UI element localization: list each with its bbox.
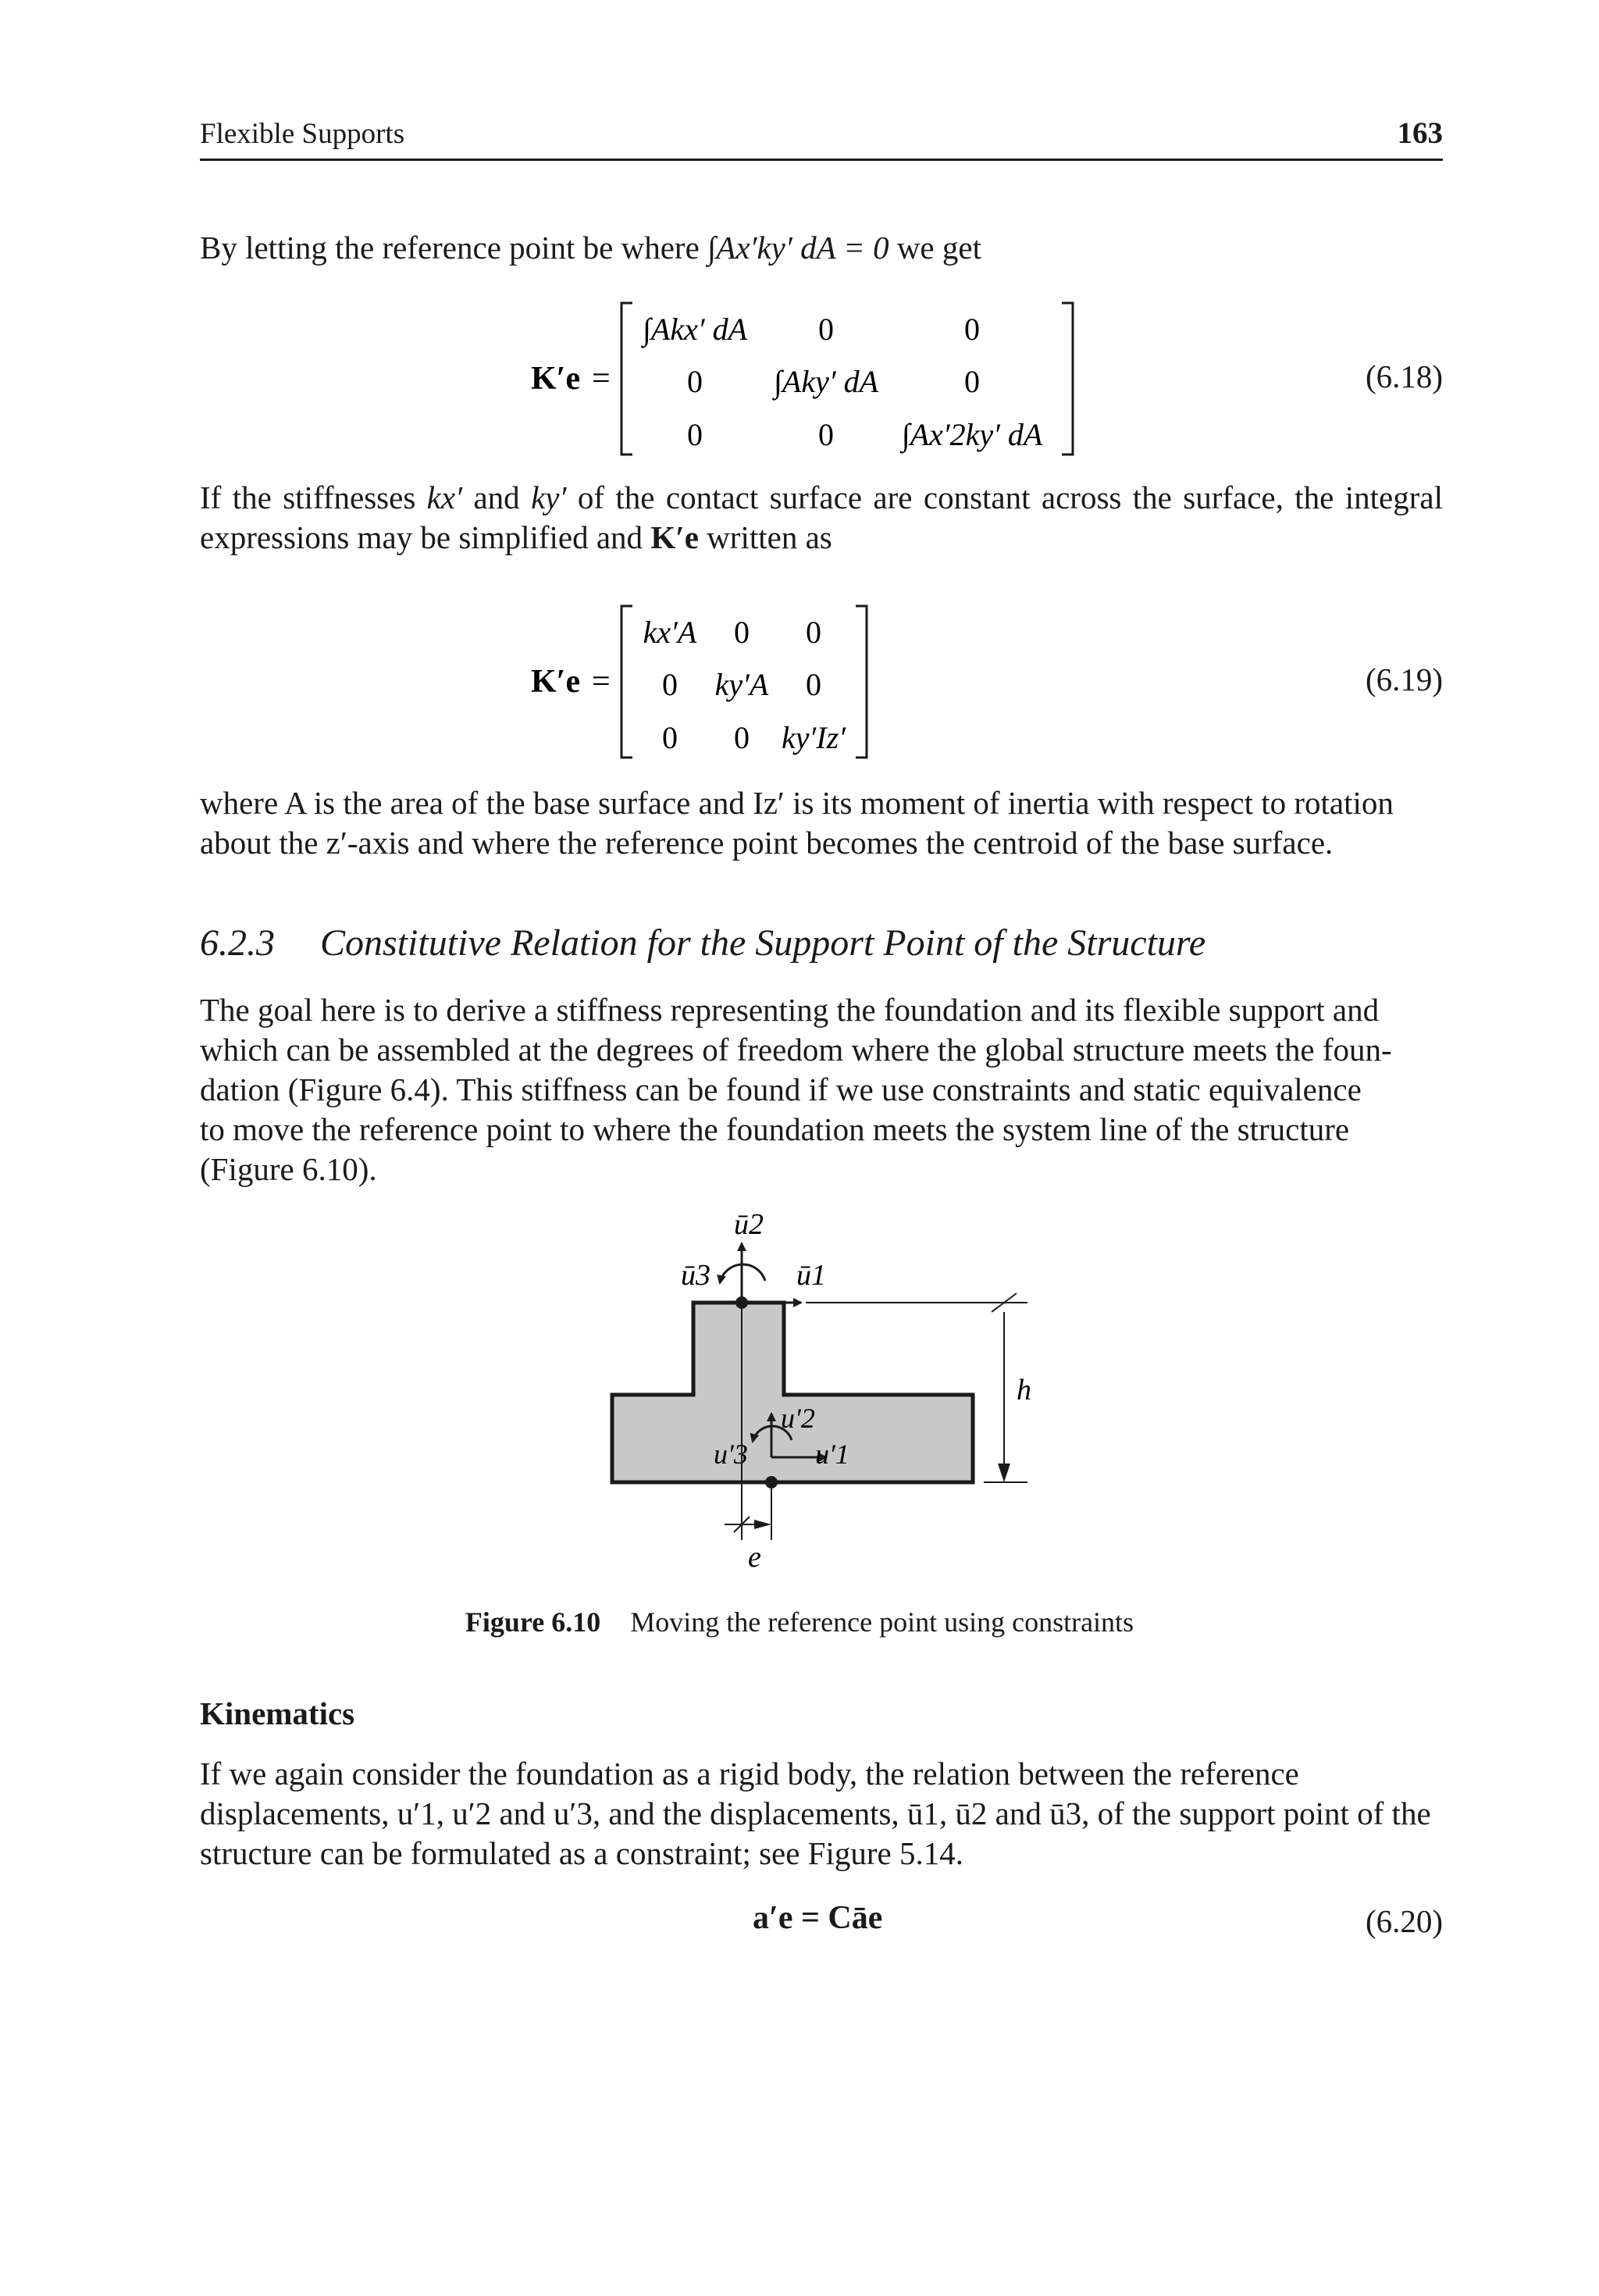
eq-6-19-cell-r3c1: 0: [662, 720, 678, 755]
stiffness-text-3: of the contact surface are constant across the surface, the integral expressions may be simplified and: [200, 480, 1443, 555]
eq-6-18-cell-r2c1: 0: [687, 364, 703, 399]
running-title: Flexible Supports: [200, 118, 405, 150]
eq-6-19-lhs: K′e: [531, 664, 581, 700]
eq-6-18-cell-r2c3: 0: [964, 364, 980, 399]
reference-point: [765, 1476, 778, 1488]
h-arrow-bottom: [998, 1464, 1010, 1482]
eq-6-18-equals: =: [592, 361, 611, 397]
eq-6-18-lhs: K′e: [531, 361, 581, 397]
goal-line-2: which can be assembled at the degrees of freedom where the global structure meets the foun-: [200, 1032, 1392, 1068]
section-title: Constitutive Relation for the Support Point of the Structure: [320, 922, 1206, 964]
label-u-bar-1: ū1: [796, 1259, 826, 1292]
eq-6-19-cell-r1c1: kx′A: [643, 615, 697, 650]
where-line-1: where A is the area of the base surface and Iz′ is its moment of inertia with respect to rotation: [200, 785, 1394, 821]
section-number: 6.2.3: [200, 922, 275, 964]
eq-6-18-cell-r3c3: ∫Ax′2ky′ dA: [901, 417, 1043, 452]
eq-6-18-cell-r1c3: 0: [964, 312, 980, 347]
stiffness-text-1: If the stiffnesses: [200, 480, 427, 515]
page-number: 163: [1397, 116, 1443, 150]
e-arrow-right: [754, 1520, 771, 1529]
foundation-shape: [612, 1303, 973, 1482]
eq-6-19-cell-r2c3: 0: [806, 667, 821, 702]
eq-6-18-cell-r2c2: ∫Aky′ dA: [773, 364, 879, 399]
equation-number-6-18: (6.18): [1365, 358, 1443, 394]
goal-line-5: (Figure 6.10).: [200, 1151, 377, 1187]
eq-6-19-cell-r1c2: 0: [734, 615, 750, 650]
kinematics-heading: Kinematics: [200, 1695, 355, 1731]
kinematics-line-1: If we again consider the foundation as a rigid body, the relation between the reference: [200, 1756, 1299, 1792]
stiffness-kx: kx′: [426, 480, 463, 515]
goal-line-4: to move the reference point to where the foundation meets the system line of the structure: [200, 1111, 1350, 1147]
figure-caption-text: Moving the reference point using constraints: [630, 1606, 1134, 1638]
eq-6-19-equals: =: [592, 664, 611, 700]
label-u-prime-3: u′3: [714, 1439, 748, 1470]
kinematics-paragraph: [200, 1754, 1443, 1874]
eq-6-19-cell-r3c3: ky′Iz′: [782, 720, 846, 755]
intro-condition: ∫Ax′ky′ dA = 0: [707, 230, 889, 266]
eq-6-19-cell-r2c1: 0: [662, 667, 678, 702]
figure-caption: [0, 1606, 1599, 1638]
equation-number-6-20: (6.20): [1365, 1903, 1443, 1939]
where-line-2: about the z′-axis and where the reference point becomes the centroid of the base surface.: [200, 825, 1334, 861]
intro-text-after: we get: [889, 230, 981, 266]
goal-line-3: dation (Figure 6.4). This stiffness can be found if we use constraints and static equivalence: [200, 1071, 1362, 1107]
eq-6-19-cell-r2c2: ky′A: [714, 667, 769, 702]
eq-6-18-cell-r3c2: 0: [818, 417, 834, 452]
label-u-bar-3: ū3: [681, 1259, 710, 1292]
eq-6-18-cell-r1c2: 0: [818, 312, 834, 347]
eq-6-19-cell-r1c3: 0: [806, 615, 821, 650]
stiffness-ky: ky′: [531, 480, 567, 515]
figure-caption-label: Figure 6.10: [465, 1606, 601, 1638]
kinematics-line-3: structure can be formulated as a constraint; see Figure 5.14.: [200, 1835, 963, 1871]
kinematics-line-2: displacements, u′1, u′2 and u′3, and the displacements, ū1, ū2 and ū3, of the support point of the: [200, 1795, 1431, 1831]
stiffness-K: K′e: [650, 519, 699, 555]
equation-6-20: a′e = Cāe: [753, 1900, 883, 1936]
label-u-prime-1: u′1: [815, 1439, 849, 1470]
eq-6-19-cell-r3c2: 0: [734, 720, 750, 755]
stiffness-text-4: written as: [698, 519, 832, 555]
goal-line-1: The goal here is to derive a stiffness representing the foundation and its flexible support and: [200, 992, 1380, 1028]
stiffness-text-2: and: [462, 480, 532, 515]
label-u-bar-2: ū2: [734, 1208, 764, 1241]
label-e: e: [748, 1541, 761, 1574]
label-u-prime-2: u′2: [781, 1403, 815, 1434]
intro-text-before: By letting the reference point be where: [200, 230, 708, 266]
eq-6-18-cell-r1c1: ∫Akx′ dA: [642, 312, 748, 347]
label-h: h: [1017, 1374, 1031, 1406]
equation-number-6-19: (6.19): [1365, 661, 1443, 697]
eq-6-18-cell-r3c1: 0: [687, 417, 703, 452]
